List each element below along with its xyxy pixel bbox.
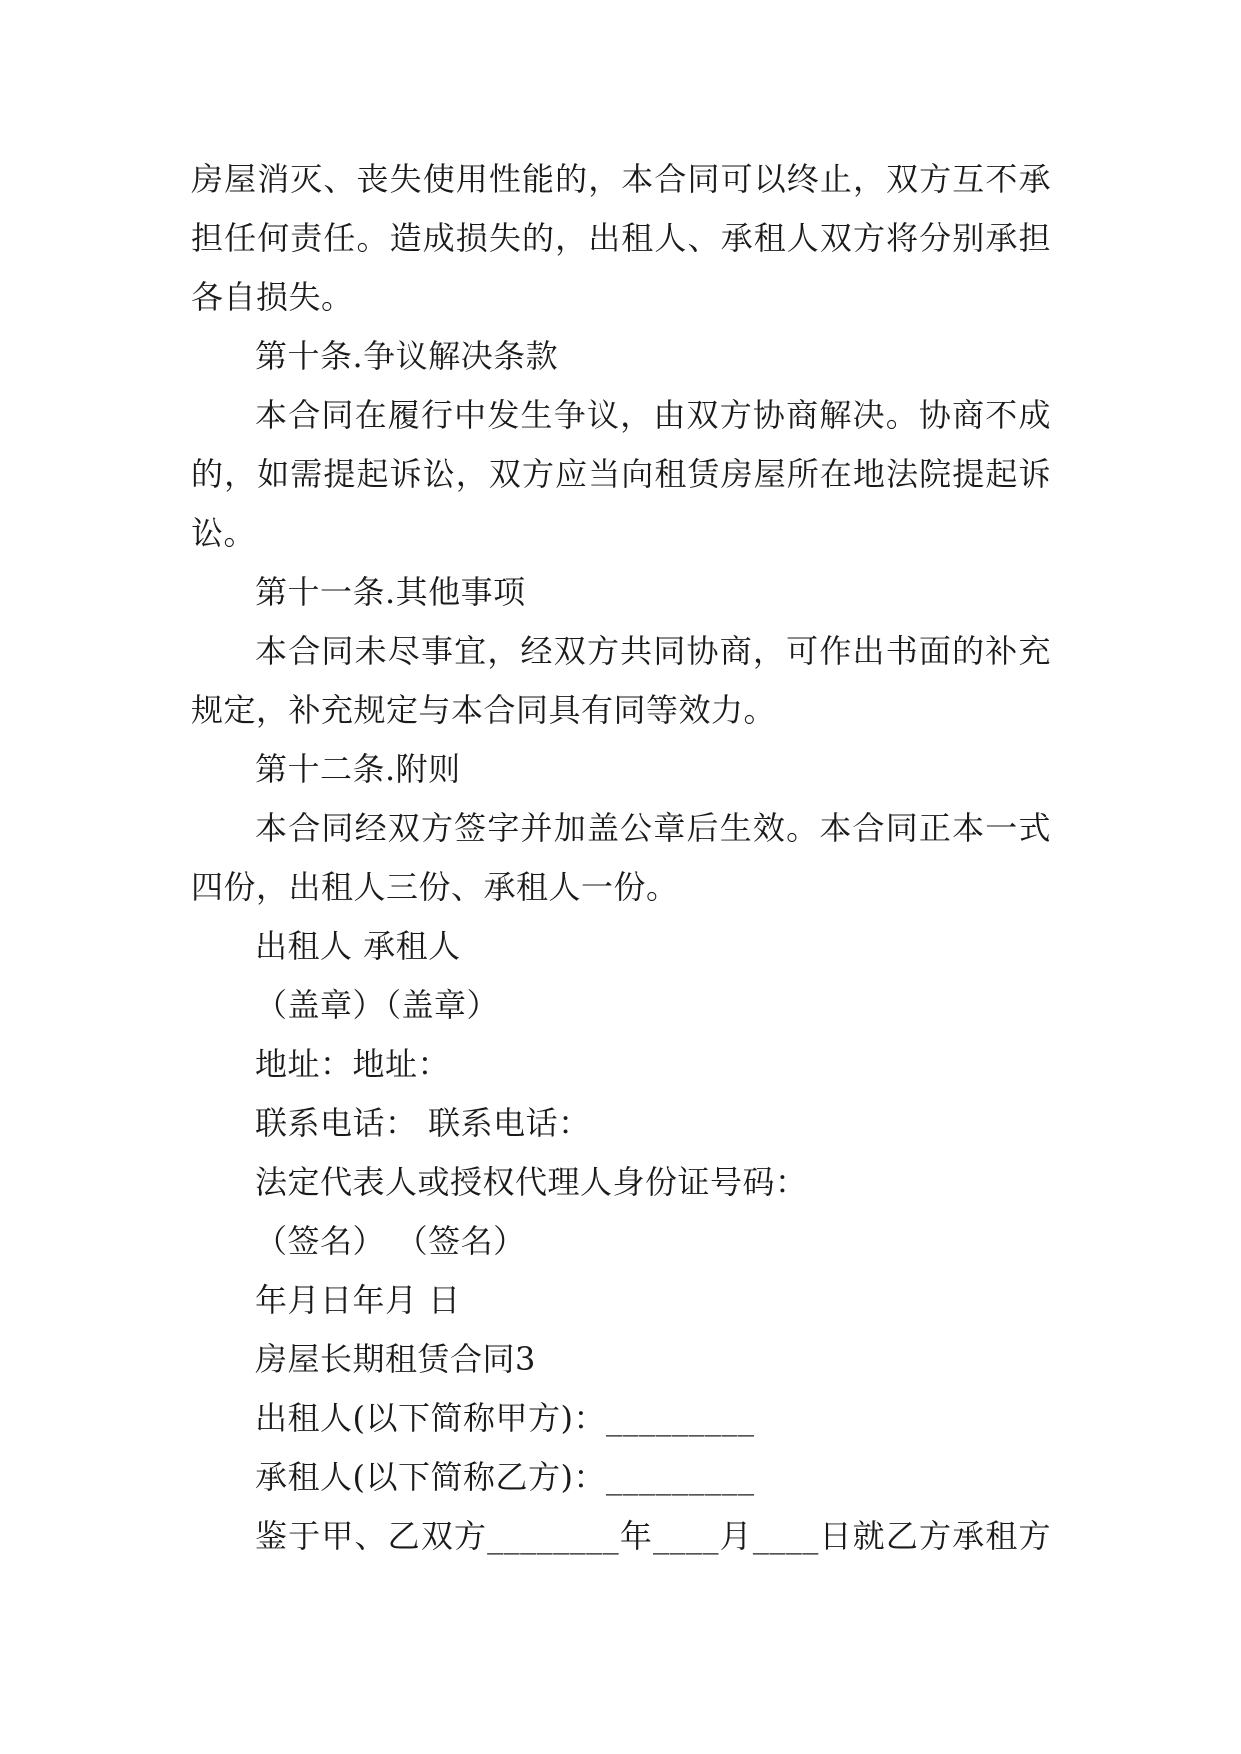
signature-line: 联系电话： 联系电话： — [255, 1104, 591, 1142]
party-line: 承租人(以下简称乙方)：_________ — [255, 1458, 755, 1496]
signature-line: 地址：地址： — [255, 1045, 451, 1083]
text-line: 鉴于甲、乙双方________年____月____日就乙方承租方 — [255, 1517, 1051, 1555]
section-heading: 第十条.争议解决条款 — [255, 337, 559, 375]
document-page — [191, 150, 1051, 1566]
text-line: 本合同在履行中发生争议，由双方协商解决。协商不成 — [255, 396, 1051, 434]
text-line: 本合同经双方签字并加盖公章后生效。本合同正本一式 — [255, 809, 1051, 847]
signature-line: （签名） （签名） — [255, 1222, 526, 1260]
party-line: 出租人(以下简称甲方)：_________ — [255, 1399, 755, 1437]
text-line: 房屋消灭、丧失使用性能的，本合同可以终止，双方互不承 — [191, 160, 1051, 198]
signature-line: 出租人 承租人 — [255, 927, 461, 965]
section-heading: 第十二条.附则 — [255, 750, 461, 788]
text-line: 四份，出租人三份、承租人一份。 — [191, 868, 679, 906]
signature-line: 法定代表人或授权代理人身份证号码： — [255, 1163, 808, 1201]
text-line: 各自损失。 — [191, 278, 354, 316]
signature-line: （盖章）（盖章） — [255, 986, 500, 1024]
text-line: 讼。 — [191, 514, 257, 552]
signature-line: 年月日年月 日 — [255, 1281, 461, 1319]
text-line: 规定，补充规定与本合同具有同等效力。 — [191, 691, 777, 729]
text-line: 担任何责任。造成损失的，出租人、承租人双方将分别承担 — [191, 219, 1051, 257]
section-heading: 第十一条.其他事项 — [255, 573, 526, 611]
document-title: 房屋长期租赁合同3 — [255, 1340, 536, 1378]
text-line: 的，如需提起诉讼，双方应当向租赁房屋所在地法院提起诉 — [191, 455, 1051, 493]
text-line: 本合同未尽事宜，经双方共同协商，可作出书面的补充 — [255, 632, 1051, 670]
